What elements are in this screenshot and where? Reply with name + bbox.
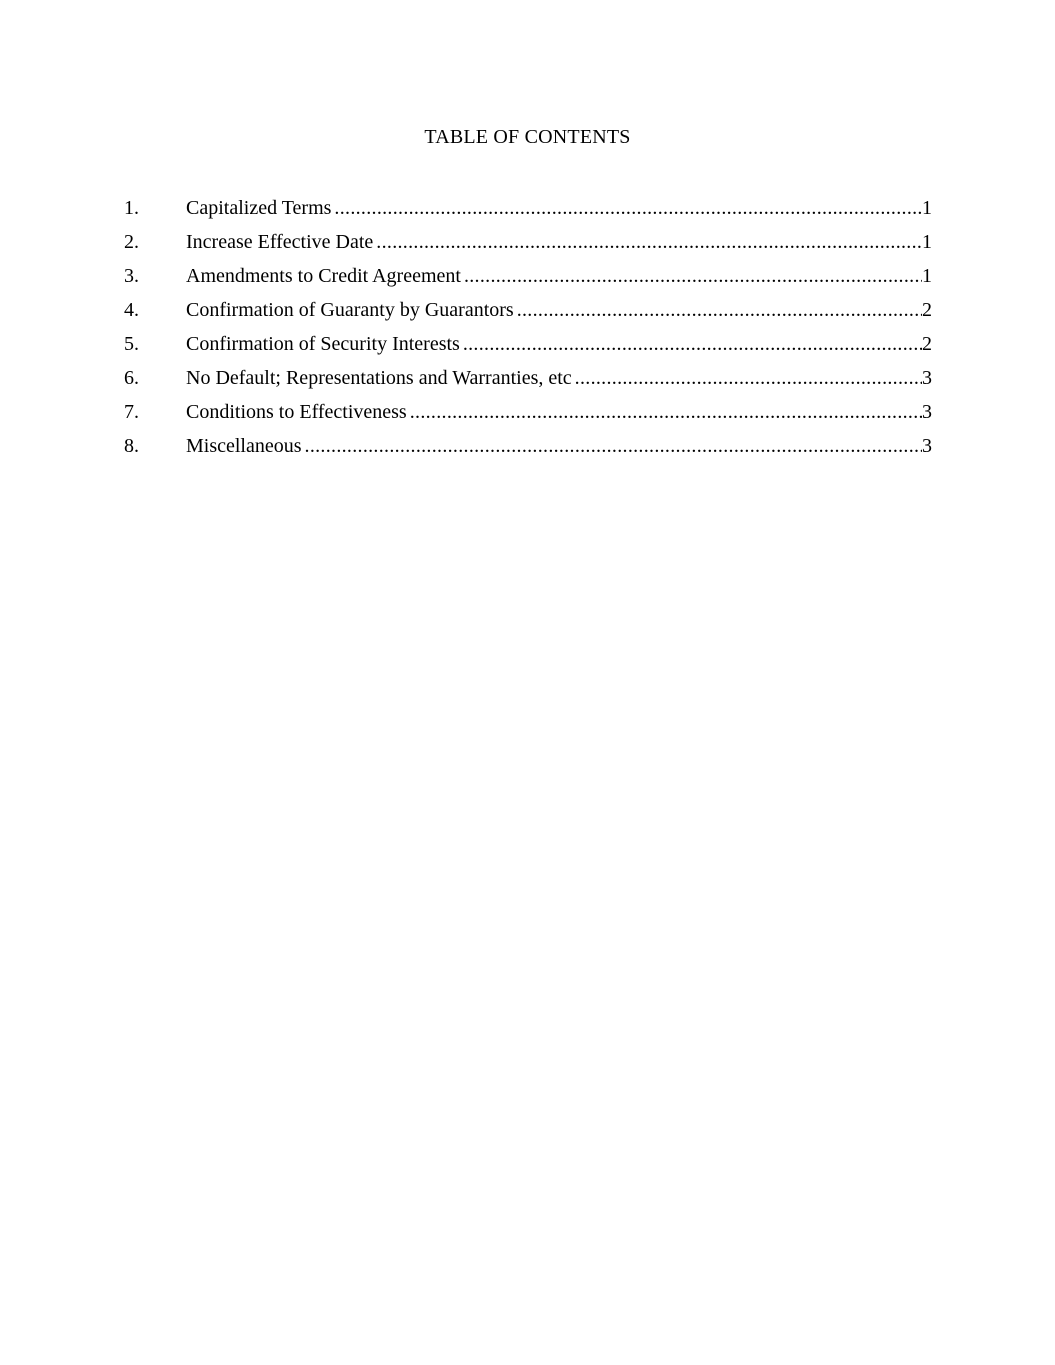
toc-dot-leader (575, 366, 922, 390)
toc-entry[interactable] (124, 366, 932, 400)
toc-entry-title: Confirmation of Security Interests (186, 333, 460, 355)
toc-entry-number: 8. (124, 435, 139, 457)
toc-entry-number: 5. (124, 333, 139, 355)
toc-entry-page: 2 (922, 333, 932, 355)
toc-dot-leader (334, 196, 922, 220)
toc-dot-leader (464, 264, 922, 288)
toc-dot-leader (305, 434, 922, 458)
toc-entry-title: Confirmation of Guaranty by Guarantors (186, 299, 514, 321)
toc-entry-page: 1 (922, 265, 932, 287)
toc-entry-page: 1 (922, 197, 932, 219)
toc-entry-page: 3 (922, 367, 932, 389)
toc-dot-leader (410, 400, 922, 424)
toc-entry[interactable] (124, 400, 932, 434)
toc-entry[interactable] (124, 298, 932, 332)
toc-entry-title: Amendments to Credit Agreement (186, 265, 461, 287)
toc-dot-leader (463, 332, 922, 356)
toc-entry-number: 3. (124, 265, 139, 287)
toc-entry-page: 3 (922, 401, 932, 423)
toc-entry-page: 1 (922, 231, 932, 253)
toc-entry-number: 2. (124, 231, 139, 253)
toc-list (124, 196, 932, 468)
toc-entry[interactable] (124, 264, 932, 298)
toc-entry[interactable] (124, 230, 932, 264)
toc-entry-number: 4. (124, 299, 139, 321)
toc-dot-leader (376, 230, 922, 254)
toc-entry-title: Increase Effective Date (186, 231, 374, 253)
toc-entry-title: Conditions to Effectiveness (186, 401, 407, 423)
toc-entry[interactable] (124, 196, 932, 230)
toc-entry-page: 3 (922, 435, 932, 457)
toc-dot-leader (517, 298, 922, 322)
page-title: TABLE OF CONTENTS (424, 126, 631, 148)
toc-entry-page: 2 (922, 299, 932, 321)
toc-entry[interactable] (124, 434, 932, 468)
toc-entry-title: Miscellaneous (186, 435, 302, 457)
toc-entry-number: 6. (124, 367, 139, 389)
toc-entry-title: Capitalized Terms (186, 197, 332, 219)
toc-entry[interactable] (124, 332, 932, 366)
toc-entry-title: No Default; Representations and Warranties, etc (186, 367, 572, 389)
toc-entry-number: 7. (124, 401, 139, 423)
toc-entry-number: 1. (124, 197, 139, 219)
